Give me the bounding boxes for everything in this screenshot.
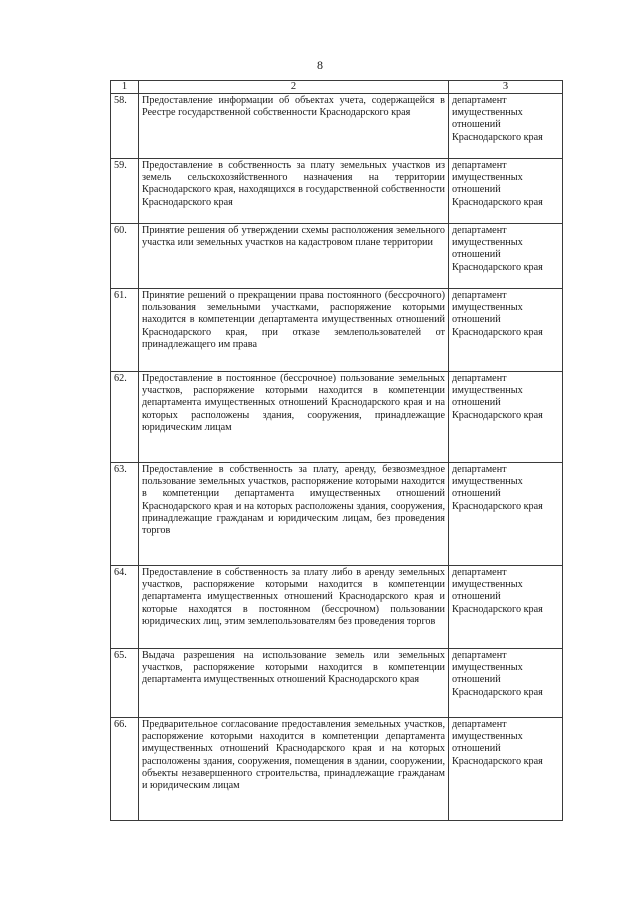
service-name: Предоставление в собственность за плату либо в аренду земельных участков, распоряжение которыми находится в компетенции департамента имущественных отношений Краснодарского края и которые находятся в постоянном (бессрочном) пользовании юридических лиц, этим землепользователям без проведения торгов bbox=[139, 566, 449, 649]
service-name: Предоставление в постоянное (бессрочное) пользование земельных участков, распоряжение которыми находится в компетенции департамента имущественных отношений Краснодарского края и на которых расположены здания, сооружения, принадлежащие юридическим лицам bbox=[139, 372, 449, 463]
column-header-department: 3 bbox=[449, 81, 563, 94]
responsible-department: департамент имущественных отношений Краснодарского края bbox=[449, 372, 563, 463]
service-name: Предоставление в собственность за плату, аренду, безвозмездное пользование земельных участков, распоряжение которыми находится в компетенции департамента имущественных отношений Краснодарского края и на которых расположены здания, сооружения, принадлежащие гражданам и юридическим лицам, без проведения торгов bbox=[139, 463, 449, 566]
table-row bbox=[111, 289, 563, 372]
row-number: 65. bbox=[111, 649, 139, 718]
row-number: 62. bbox=[111, 372, 139, 463]
table-row bbox=[111, 566, 563, 649]
table-row bbox=[111, 463, 563, 566]
service-name: Предварительное согласование предоставления земельных участков, распоряжение которыми находится в компетенции департамента имущественных отношений Краснодарского края и на которых расположены здания, сооружения, помещения в здании, сооружении, объекты незавершенного строительства, принадлежащие гражданам и юридическим лицам bbox=[139, 718, 449, 821]
table-row bbox=[111, 159, 563, 224]
responsible-department: департамент имущественных отношений Краснодарского края bbox=[449, 94, 563, 159]
responsible-department: департамент имущественных отношений Краснодарского края bbox=[449, 649, 563, 718]
row-number: 66. bbox=[111, 718, 139, 821]
header-row bbox=[111, 81, 563, 94]
column-header-service: 2 bbox=[139, 81, 449, 94]
table-row bbox=[111, 718, 563, 821]
responsible-department: департамент имущественных отношений Краснодарского края bbox=[449, 463, 563, 566]
column-header-number: 1 bbox=[111, 81, 139, 94]
table-row bbox=[111, 649, 563, 718]
table-header bbox=[111, 81, 563, 94]
responsible-department: департамент имущественных отношений Краснодарского края bbox=[449, 566, 563, 649]
row-number: 58. bbox=[111, 94, 139, 159]
responsible-department: департамент имущественных отношений Краснодарского края bbox=[449, 718, 563, 821]
row-number: 60. bbox=[111, 224, 139, 289]
row-number: 63. bbox=[111, 463, 139, 566]
row-number: 59. bbox=[111, 159, 139, 224]
table-row bbox=[111, 372, 563, 463]
service-name: Предоставление в собственность за плату земельных участков из земель сельскохозяйственного назначения на территории Краснодарского края, находящихся в государственной собственности Краснодарского края bbox=[139, 159, 449, 224]
service-name: Принятие решений о прекращении права постоянного (бессрочного) пользования земельными участками, распоряжение которыми находится в компетенции департамента имущественных отношений Краснодарского края, при отказе землепользователей от принадлежащего им права bbox=[139, 289, 449, 372]
responsible-department: департамент имущественных отношений Краснодарского края bbox=[449, 289, 563, 372]
page-number: 8 bbox=[317, 58, 323, 72]
services-table bbox=[110, 80, 563, 821]
table-row bbox=[111, 94, 563, 159]
responsible-department: департамент имущественных отношений Краснодарского края bbox=[449, 159, 563, 224]
service-name: Выдача разрешения на использование земель или земельных участков, распоряжение которыми находится в компетенции департамента имущественных отношений Краснодарского края bbox=[139, 649, 449, 718]
service-name: Предоставление информации об объектах учета, содержащейся в Реестре государственной собственности Краснодарского края bbox=[139, 94, 449, 159]
responsible-department: департамент имущественных отношений Краснодарского края bbox=[449, 224, 563, 289]
row-number: 61. bbox=[111, 289, 139, 372]
row-number: 64. bbox=[111, 566, 139, 649]
table-row bbox=[111, 224, 563, 289]
service-name: Принятие решения об утверждении схемы расположения земельного участка или земельных участков на кадастровом плане территории bbox=[139, 224, 449, 289]
